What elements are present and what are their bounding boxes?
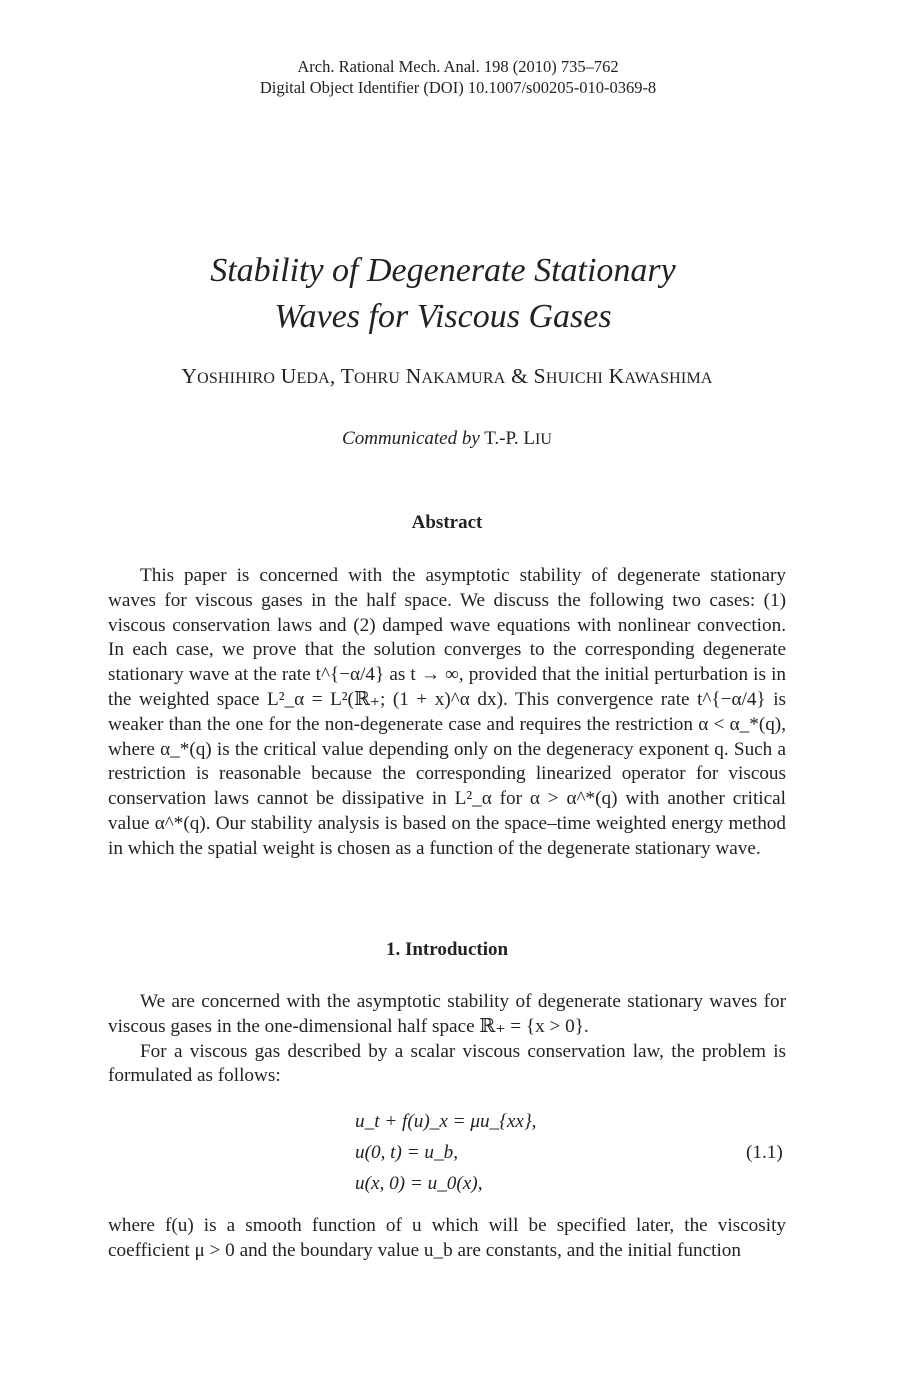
author-2-last-cap: N: [405, 364, 422, 388]
intro-paragraph-2: For a viscous gas described by a scalar viscous conservation law, the problem is formulated as follows:: [108, 1040, 786, 1087]
author-separator-comma: ,: [329, 364, 341, 388]
author-3-last-cap: K: [608, 364, 625, 388]
author-2-first-cap: T: [340, 364, 355, 388]
equation-line: u(0, t) = u_b,: [355, 1142, 459, 1163]
author-3-last-rest: AWASHIMA: [624, 370, 713, 387]
author-separator-ampersand: &: [505, 364, 534, 388]
introduction-body: [108, 990, 786, 1089]
communicated-by: [0, 428, 894, 450]
editor-name-rest: IU: [535, 431, 552, 448]
author-3-first-cap: S: [533, 364, 546, 388]
author-1-first-rest: OSHIHIRO: [197, 370, 276, 387]
abstract-body: [108, 564, 786, 862]
editor-name-initials: T.-P. L: [484, 428, 536, 449]
author-3-first-rest: HUICHI: [545, 370, 604, 387]
running-head: [0, 56, 916, 98]
abstract-paragraph: This paper is concerned with the asymptotic stability of degenerate stationary waves for viscous gases in the half space. We discuss the following two cases: (1) viscous conservation laws and (2) damped wave equations with nonlinear convection. In each case, we prove that the solution converges to the corresponding degenerate stationary wave at the rate t^{−α/4} as t → ∞, provided that the initial perturbation is in the weighted space L²_α = L²(ℝ₊; (1 + x)^α dx). This convergence rate t^{−α/4} is weaker than the one for the non-degenerate case and requires the restriction α < α_*(q), where α_*(q) is the critical value depending only on the degeneracy exponent q. Such a restriction is reasonable because the corresponding linearized operator for viscous conservation laws cannot be dissipative in L²_α for α > α^*(q) with another critical value α^*(q). Our stability analysis is based on the space–time weighted energy method in which the spatial weight is chosen as a function of the degenerate stationary wave.: [108, 565, 786, 859]
equation-line: u_t + f(u)_x = μu_{xx},: [355, 1111, 537, 1132]
author-1-last-rest: EDA: [296, 370, 330, 387]
intro-paragraph-1: We are concerned with the asymptotic stability of degenerate stationary waves for viscous gases in the one-dimensional half space ℝ₊ = {x > 0}.: [108, 991, 786, 1037]
journal-citation: Arch. Rational Mech. Anal. 198 (2010) 735–762: [297, 57, 619, 76]
author-1-first-cap: Y: [181, 364, 198, 388]
equation-line: u(x, 0) = u_0(x),: [355, 1173, 483, 1194]
communicated-label: Communicated by: [342, 428, 480, 449]
equation-system-1-1: [355, 1106, 536, 1199]
paper-title: [0, 248, 886, 340]
doi-line: Digital Object Identifier (DOI) 10.1007/s00205-010-0369-8: [259, 78, 657, 97]
equation-number: (1.1): [746, 1142, 783, 1163]
intro-paragraph-3: where f(u) is a smooth function of u which will be specified later, the viscosity coefficient μ > 0 and the boundary value u_b are constants, and the initial function: [108, 1215, 786, 1261]
section-heading-introduction: 1. Introduction: [385, 939, 509, 960]
abstract-heading: Abstract: [411, 512, 483, 533]
author-2-first-rest: OHRU: [354, 370, 401, 387]
title-line-1: Stability of Degenerate Stationary: [210, 252, 676, 289]
author-list: [0, 364, 894, 389]
post-equation-text: [108, 1214, 786, 1264]
author-2-last-rest: AKAMURA: [421, 370, 506, 387]
title-line-2: Waves for Viscous Gases: [274, 298, 612, 335]
author-1-last-cap: U: [280, 364, 297, 388]
